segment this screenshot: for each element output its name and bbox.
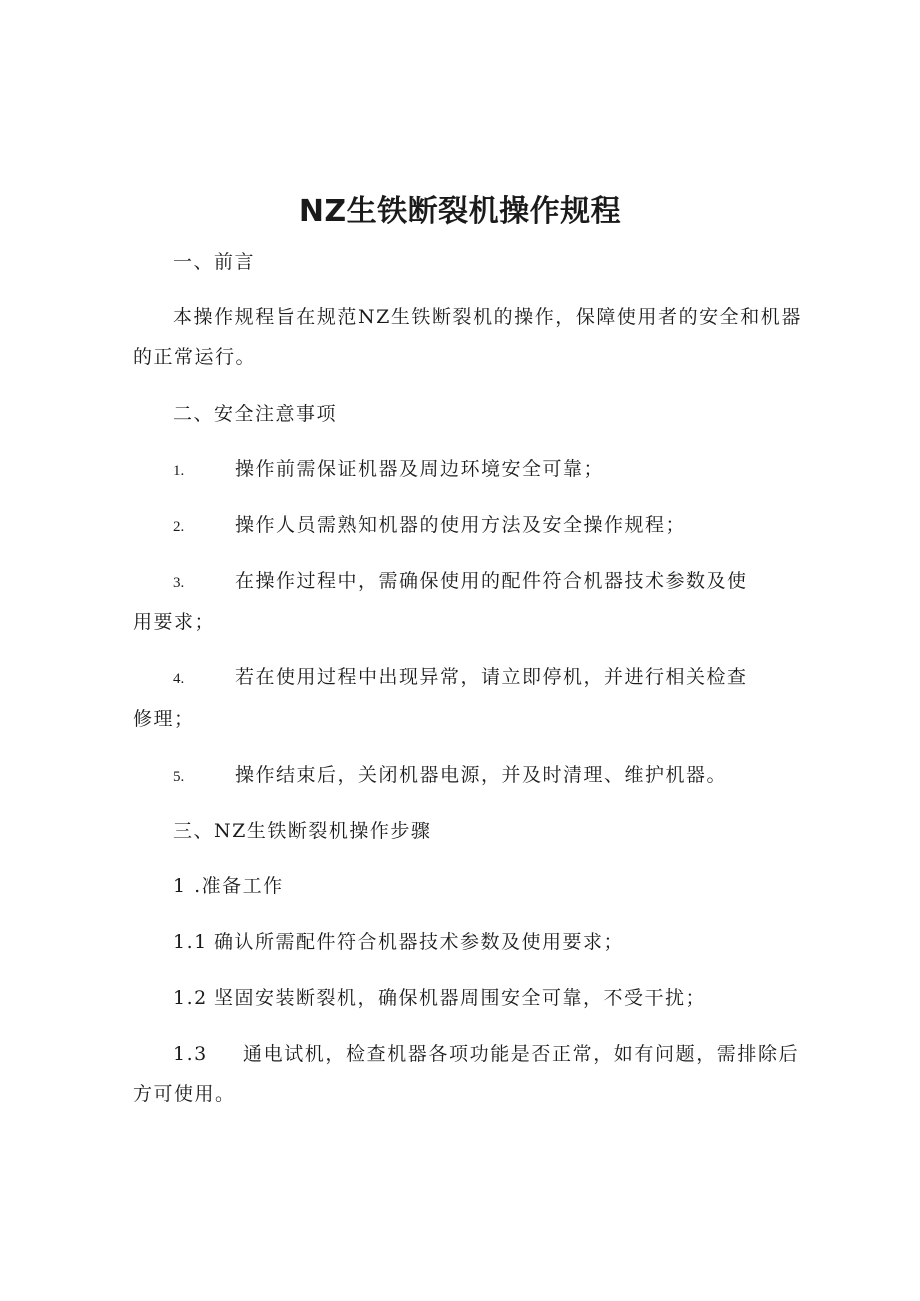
- preface-paragraph-line-2: 的正常运行。: [133, 346, 257, 368]
- list-item-text-continued: 用要求；: [133, 611, 216, 633]
- list-item-text: 操作前需保证机器及周边环境安全可靠；: [235, 458, 605, 480]
- section-heading-safety: 二、安全注意事项: [173, 403, 338, 425]
- list-item-text: 操作人员需熟知机器的使用方法及安全操作规程；: [235, 514, 687, 536]
- list-item-number: 1.3: [173, 1043, 208, 1065]
- list-item-text-continued: 方可使用。: [133, 1083, 236, 1105]
- list-item-text: 若在使用过程中出现异常，请立即停机，并进行相关检查: [235, 666, 748, 688]
- list-item-text: 坚固安装断裂机，确保机器周围安全可靠，不受干扰；: [214, 987, 707, 1009]
- section-heading-preface: 一、前言: [173, 251, 256, 273]
- section-heading-steps: 三、NZ生铁断裂机操作步骤: [173, 820, 432, 842]
- subsection-heading-preparation: 1 .准备工作: [173, 875, 284, 897]
- list-item-number: 1.2: [173, 987, 208, 1009]
- list-item-text: 通电试机，检查机器各项功能是否正常，如有问题，需排除后: [243, 1043, 800, 1065]
- list-item-number: 2.: [173, 519, 185, 535]
- list-item-number: 1.: [173, 463, 185, 479]
- preface-paragraph-line-1: 本操作规程旨在规范NZ生铁断裂机的操作，保障使用者的安全和机器: [173, 306, 802, 328]
- list-item-number: 4.: [173, 671, 185, 687]
- list-item-number: 3.: [173, 575, 185, 591]
- list-item-text: 操作结束后，关闭机器电源，并及时清理、维护机器。: [235, 764, 728, 786]
- list-item-text: 在操作过程中，需确保使用的配件符合机器技术参数及使: [235, 570, 748, 592]
- list-item-number: 5.: [173, 769, 185, 785]
- list-item-text: 确认所需配件符合机器技术参数及使用要求；: [214, 931, 625, 953]
- document-title: NZ生铁断裂机操作规程: [298, 194, 622, 229]
- list-item-number: 1.1: [173, 931, 208, 953]
- list-item-text-continued: 修理；: [133, 708, 195, 730]
